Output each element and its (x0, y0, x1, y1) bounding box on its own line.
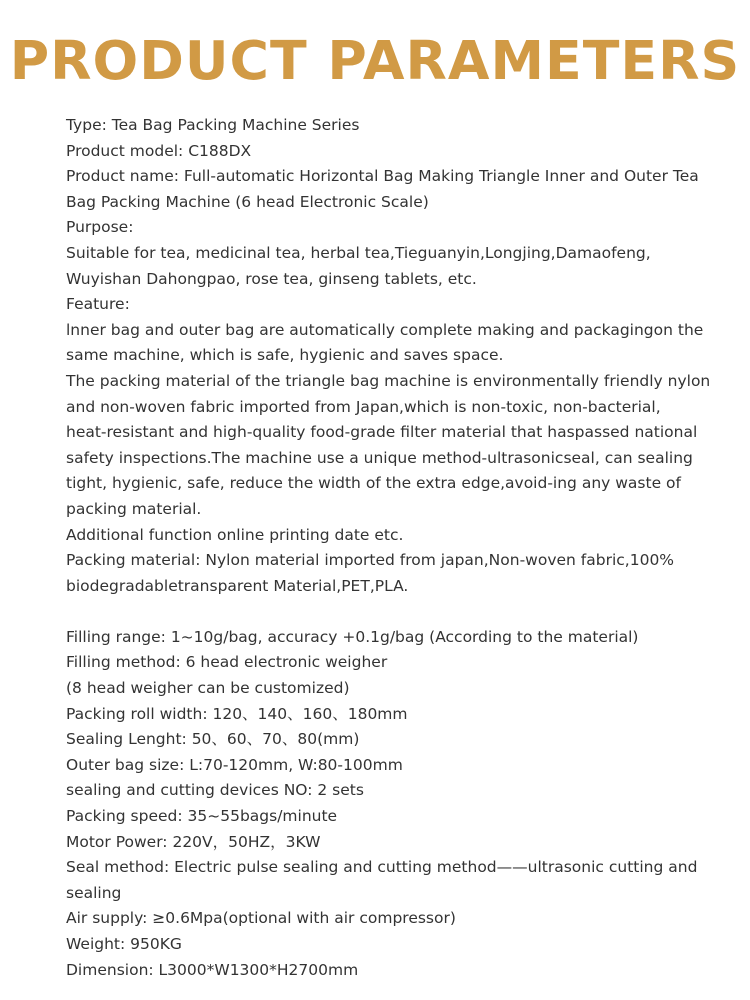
text-line: sealing and cutting devices NO: 2 sets (66, 781, 364, 800)
text-line: (8 head weigher can be customized) (66, 679, 350, 698)
text-line: and non-woven fabric imported from Japan,which is non-toxic, non-bacterial, (66, 397, 661, 416)
page-title: PRODUCT PARAMETERS (9, 29, 741, 92)
text-line: biodegradabletransparent Material,PET,PLA. (66, 576, 409, 595)
text-line: Air supply: ≥0.6Mpa(optional with air compressor) (66, 909, 456, 928)
text-line: same machine, which is safe, hygienic and saves space. (66, 346, 504, 365)
text-line: Purpose: (66, 218, 134, 237)
text-line: Additional function online printing date etc. (66, 525, 404, 544)
text-line: Type: Tea Bag Packing Machine Series (66, 116, 360, 134)
text-line: heat-resistant and high-quality food-grade filter material that haspassed national (66, 423, 698, 442)
text-line: Packing speed: 35~55bags/minute (66, 807, 338, 826)
text-line: Filling method: 6 head electronic weigher (66, 653, 388, 672)
text-line: Bag Packing Machine (6 head Electronic Scale) (66, 192, 429, 211)
text-line: tight, hygienic, safe, reduce the width of the extra edge,avoid-ing any waste of (66, 474, 681, 493)
text-line: Wuyishan Dahongpao, rose tea, ginseng tablets, etc. (66, 269, 477, 288)
text-line: Product model: C188DX (66, 141, 252, 160)
text-line: lnner bag and outer bag are automatically complete making and packagingon the (66, 320, 704, 339)
text-line: packing material. (66, 499, 202, 518)
text-line: Feature: (66, 295, 130, 314)
text-line: safety inspections.The machine use a unique method-ultrasonicseal, can sealing (66, 448, 693, 467)
text-line: Filling range: 1~10g/bag, accuracy +0.1g/bag (According to the material) (66, 627, 639, 646)
text-line: Sealing Lenght: 50、60、70、80(mm) (66, 730, 360, 749)
text-line: Dimension: L3000*W1300*H2700mm (66, 960, 359, 979)
text-line: Seal method: Electric pulse sealing and cutting method——ultrasonic cutting and (66, 858, 698, 877)
text-line: Packing roll width: 120、140、160、180mm (66, 704, 408, 723)
text-line: sealing (66, 883, 122, 902)
text-line: Weight: 950KG (66, 935, 182, 953)
text-line: Outer bag size: L:70-120mm, W:80-100mm (66, 755, 403, 774)
paragraph-gap (66, 599, 716, 625)
text-line: Suitable for tea, medicinal tea, herbal tea,Tieguanyin,Longjing,Damaofeng, (66, 243, 651, 262)
text-line: Packing material: Nylon material imported from japan,Non-woven fabric,100% (66, 551, 675, 570)
text-line: Product name: Full-automatic Horizontal Bag Making Triangle Inner and Outer Tea (66, 167, 699, 186)
text-line: The packing material of the triangle bag machine is environmentally friendly nylon (66, 371, 711, 390)
parameters-text (66, 113, 716, 983)
text-line: Motor Power: 220V，50HZ，3KW (66, 832, 321, 851)
